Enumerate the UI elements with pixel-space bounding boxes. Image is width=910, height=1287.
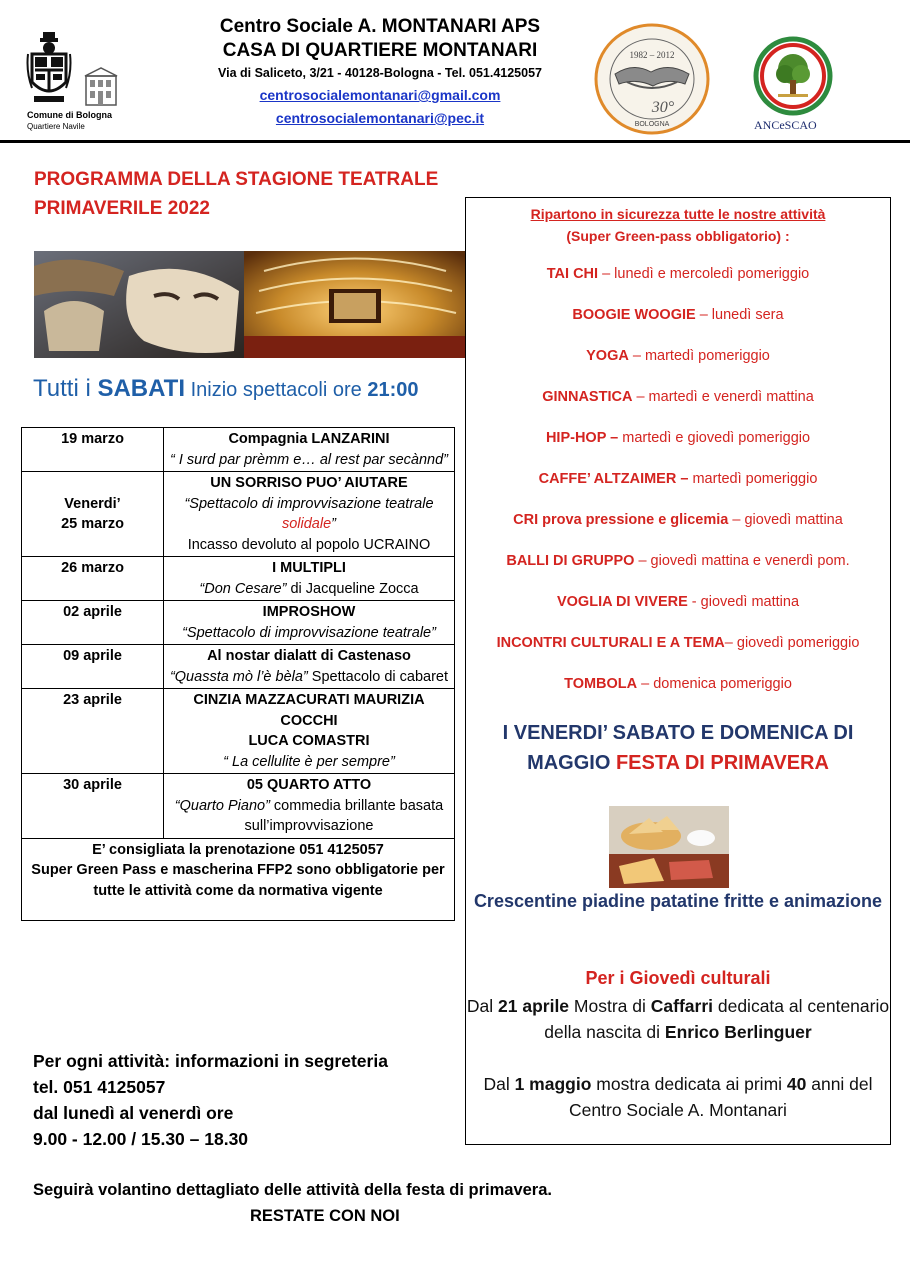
activity-name: CRI prova pressione e glicemia: [513, 512, 729, 528]
activity-name: VOGLIA DI VIVERE: [556, 594, 688, 610]
giovedi-artist: Caffarri: [650, 996, 713, 1016]
activity-name: TAI CHI: [546, 266, 599, 282]
activity-item: [466, 594, 890, 610]
activity-name: YOGA: [586, 348, 629, 364]
show-subtitle-text: “Spettacolo di improvvisazione teatrale: [184, 495, 434, 512]
show-subtitle: “ I surd par prèmm e… al rest par secànnd”: [169, 451, 449, 468]
giovedi-heading: Per i Giovedì culturali: [585, 968, 771, 988]
comune-name: Comune di Bologna: [27, 110, 112, 120]
show-details: [164, 428, 455, 472]
show-date-day: Venerdi’: [64, 495, 121, 512]
show-title: IMPROSHOW: [262, 604, 356, 620]
booking-note: [22, 838, 455, 920]
mostra-date: 1 maggio: [514, 1074, 592, 1094]
activity-name: TOMBOLA: [564, 676, 638, 692]
activity-schedule: – martedì pomeriggio: [628, 348, 770, 364]
show-subtitle-red: solidale: [281, 516, 332, 532]
activities-subheading: (Super Green-pass obbligatorio) :: [566, 228, 790, 244]
booking-note-line1: E’ consigliata la prenotazione 051 4125057: [92, 841, 384, 858]
show-title: I MULTIPLI: [272, 560, 346, 576]
mostra-t1: Dal: [483, 1074, 515, 1094]
activity-item: [466, 266, 890, 282]
show-details: [164, 557, 455, 601]
activity-schedule: – giovedì mattina: [728, 512, 843, 528]
show-details: [164, 601, 455, 645]
activities-heading: Ripartono in sicurezza tutte le nostre attività: [530, 206, 826, 222]
show-title: CINZIA MAZZACURATI MAURIZIA COCCHI: [193, 692, 425, 729]
activity-schedule: – martedì e venerdì mattina: [632, 389, 814, 405]
ancescao-label: ANCeSCAO: [754, 118, 817, 132]
activity-name: GINNASTICA: [542, 389, 633, 405]
show-details: [164, 689, 455, 774]
activity-schedule: – giovedì mattina e venerdì pom.: [634, 553, 850, 569]
show-title: 05 QUARTO ATTO: [246, 777, 372, 793]
giovedi-date: 21 aprile: [498, 996, 570, 1016]
giovedi-t3: Mostra di: [569, 996, 651, 1016]
show-date: 30 aprile: [22, 774, 164, 839]
festa-heading: [466, 718, 890, 778]
show-date: 19 marzo: [22, 428, 164, 472]
activity-name: HIP-HOP –: [545, 430, 619, 446]
show-subtitle-italic: “Quarto Piano”: [174, 797, 270, 814]
giovedi-t5: dedicata al centenario della nascita di: [544, 996, 890, 1042]
building-icon: [84, 66, 118, 106]
sabati-heading: [33, 375, 419, 403]
activity-item: [466, 512, 890, 528]
program-title: [34, 165, 474, 223]
header-divider: [0, 140, 910, 143]
ancescao-logo: [750, 36, 836, 136]
sabati-prefix: Tutti i: [33, 375, 98, 402]
activity-item: [466, 348, 890, 364]
sabati-mid: Inizio spettacoli ore: [185, 379, 368, 401]
svg-text:1982 – 2012: 1982 – 2012: [629, 50, 675, 60]
activity-schedule: – lunedì e mercoledì pomeriggio: [598, 266, 810, 282]
table-row: [22, 838, 455, 920]
footer-signoff: RESTATE CON NOI: [250, 1207, 400, 1225]
info-line1: Per ogni attività: informazioni in segreteria: [33, 1051, 388, 1071]
mostra-text: [466, 1071, 890, 1123]
activity-schedule: martedì e giovedì pomeriggio: [618, 430, 811, 446]
info-phone: tel. 051 4125057: [33, 1077, 166, 1097]
show-title-2: LUCA COMASTRI: [248, 733, 370, 749]
festa-line2-prefix: MAGGIO: [527, 752, 616, 774]
activity-item: [466, 635, 890, 651]
activity-item: [466, 471, 890, 487]
table-row: [22, 428, 455, 472]
giovedi-t1: Dal: [466, 996, 499, 1016]
info-hours: 9.00 - 12.00 / 15.30 – 18.30: [33, 1129, 249, 1149]
show-subtitle-italic: “Don Cesare”: [199, 580, 287, 597]
show-subtitle-text: di Jacqueline Zocca: [286, 580, 419, 597]
festa-line1: I VENERDI’ SABATO E DOMENICA DI: [502, 722, 854, 744]
show-details: [164, 472, 455, 557]
table-row: [22, 774, 455, 839]
show-subtitle-close: ”: [331, 516, 336, 532]
centro-sociale-seal-icon: [593, 22, 711, 136]
table-row: [22, 645, 455, 689]
show-subtitle: [167, 796, 451, 837]
footer-announcement: Seguirà volantino dettagliato delle attività della festa di primavera.: [33, 1181, 552, 1199]
show-subtitle: [167, 494, 451, 535]
show-title: Compagnia LANZARINI: [228, 431, 390, 447]
activity-item: [466, 676, 890, 692]
theatre-photo: [34, 251, 466, 358]
show-details: [164, 645, 455, 689]
mostra-years: 40: [786, 1074, 807, 1094]
activity-item: [466, 430, 890, 446]
activity-schedule: – lunedì sera: [695, 307, 784, 323]
table-row: [22, 557, 455, 601]
activity-schedule: – giovedì pomeriggio: [724, 635, 860, 651]
activity-name: INCONTRI CULTURALI E A TEMA: [496, 635, 725, 651]
activity-item: [466, 307, 890, 323]
show-date-value: 25 marzo: [61, 516, 124, 532]
info-block: [33, 1048, 388, 1152]
activity-schedule: martedì pomeriggio: [688, 471, 818, 487]
activity-schedule: - giovedì mattina: [687, 594, 800, 610]
bologna-crest-icon: [26, 32, 72, 106]
show-details: [164, 774, 455, 839]
activity-name: BALLI DI GRUPPO: [506, 553, 635, 569]
sabati-bold: SABATI: [97, 375, 186, 402]
festa-line2: [466, 748, 890, 778]
program-title-line2: PRIMAVERILE 2022: [34, 198, 210, 219]
giovedi-person: Enrico Berlinguer: [664, 1022, 812, 1042]
table-row: [22, 472, 455, 557]
show-note: Incasso devoluto al popolo UCRAINO: [187, 536, 431, 553]
booking-note-line2: Super Green Pass e mascherina FFP2 sono obbligatorie per tutte le attività come da normativa vigente: [31, 862, 445, 899]
tree-circle-icon: [750, 36, 836, 116]
show-subtitle-text: commedia brillante basata sull’improvvisazione: [244, 797, 444, 834]
table-row: [22, 689, 455, 774]
giovedi-text: [466, 993, 890, 1045]
show-title: UN SORRISO PUO’ AIUTARE: [210, 475, 408, 491]
org-address: Via di Saliceto, 3/21 - 40128-Bologna - Tel. 051.4125057: [217, 66, 542, 80]
org-subtitle: CASA DI QUARTIERE MONTANARI: [222, 40, 538, 61]
activity-schedule: – domenica pomeriggio: [637, 676, 792, 692]
show-subtitle: [167, 667, 451, 688]
show-subtitle: “ La cellulite è per sempre”: [223, 753, 395, 770]
activity-item: [466, 553, 890, 569]
info-days: dal lunedì al venerdì ore: [33, 1103, 234, 1123]
org-title: Centro Sociale A. MONTANARI APS: [219, 16, 541, 37]
food-photo: [609, 806, 729, 888]
show-subtitle: “Spettacolo di improvvisazione teatrale”: [182, 624, 436, 641]
show-date: 09 aprile: [22, 645, 164, 689]
show-date: [22, 472, 164, 557]
activity-item: [466, 389, 890, 405]
mostra-t3: mostra dedicata ai primi: [591, 1074, 787, 1094]
comune-di-bologna-logo: [24, 32, 124, 132]
show-subtitle: [167, 579, 451, 600]
email-pec-link[interactable]: centrosocialemontanari@pec.it: [275, 110, 485, 126]
table-row: [22, 601, 455, 645]
crescentine-text: Crescentine piadine patatine fritte e animazione: [473, 891, 883, 911]
svg-text:30°: 30°: [651, 99, 675, 116]
activity-name: BOOGIE WOOGIE: [572, 307, 696, 323]
schedule-table: [21, 427, 455, 921]
sabati-time: 21:00: [367, 379, 419, 401]
show-subtitle-text: Spettacolo di cabaret: [307, 668, 449, 685]
show-date: 02 aprile: [22, 601, 164, 645]
mostra-t5: anni del Centro Sociale A. Montanari: [569, 1074, 873, 1120]
email-gmail-link[interactable]: centrosocialemontanari@gmail.com: [259, 87, 501, 103]
show-date: 23 aprile: [22, 689, 164, 774]
activities-box: [465, 197, 891, 1145]
program-title-line1: PROGRAMMA DELLA STAGIONE TEATRALE: [34, 169, 439, 190]
quartiere-name: Quartiere Navile: [27, 122, 85, 131]
show-subtitle-italic: “Quassta mò l’è bèla”: [169, 668, 308, 685]
show-title: Al nostar dialatt di Castenaso: [207, 648, 411, 664]
festa-line2-highlight: FESTA DI PRIMAVERA: [615, 752, 829, 774]
activity-name: CAFFE’ ALTZAIMER –: [538, 471, 689, 487]
svg-text:BOLOGNA: BOLOGNA: [634, 121, 670, 128]
show-date: 26 marzo: [22, 557, 164, 601]
